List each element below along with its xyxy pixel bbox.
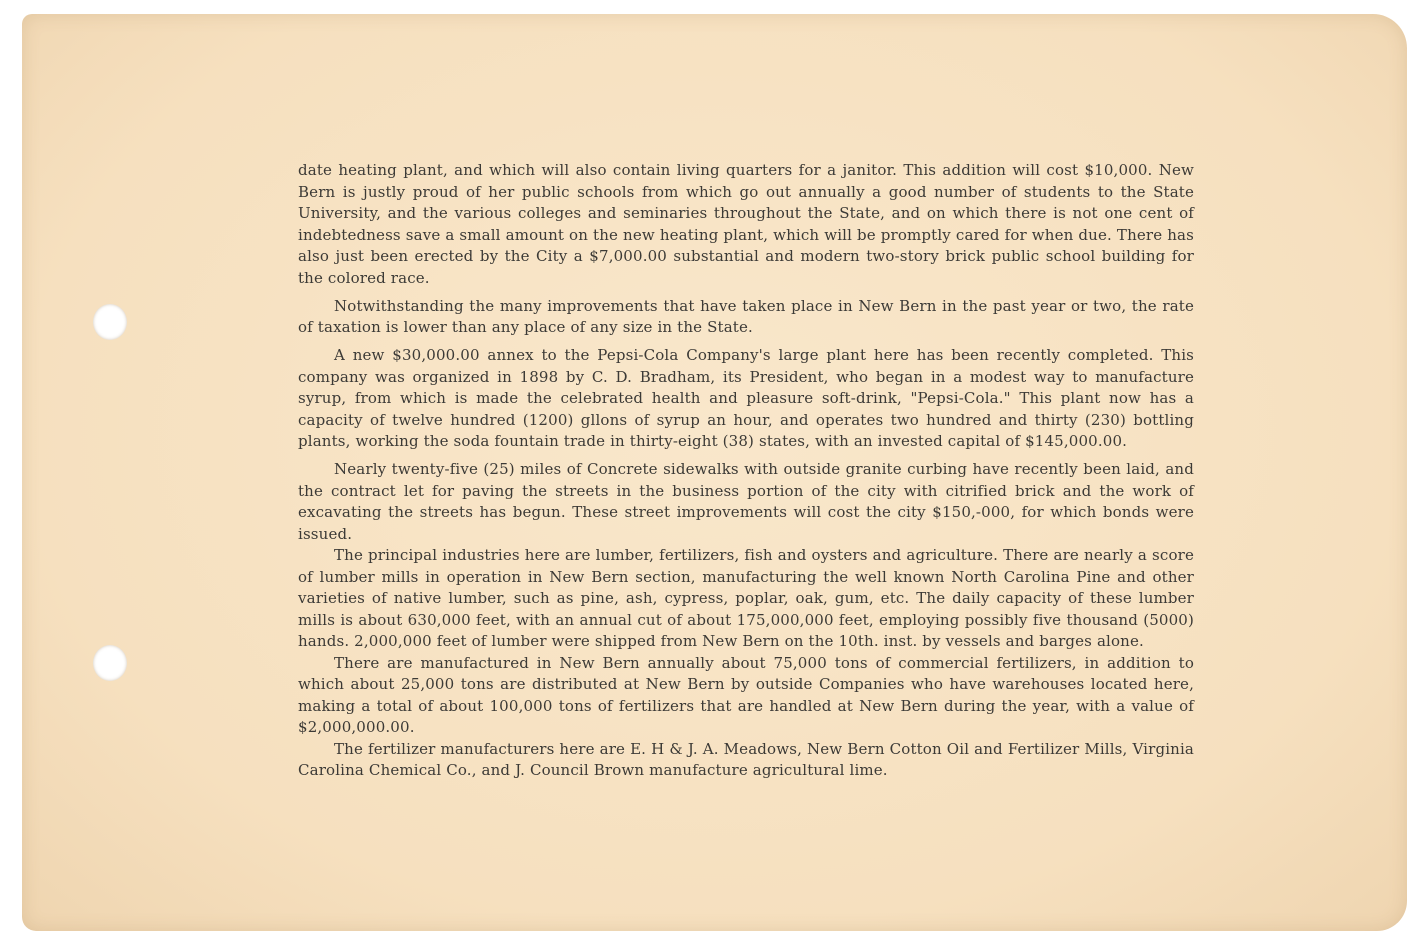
- paragraph-schools: date heating plant, and which will also contain living quarters for a janitor. This addition will cost $10,000. New Bern is justly proud of her public schools from which go out annually a good number of students to the State University, and the various colleges and seminaries throughout the State, and on which there is not one cent of indebtedness save a small amount on the new heating plant, which will be promptly cared for when due. There has also just been erected by the City a $7,000.00 substantial and modern two-story brick public school building for the colored race.: [298, 161, 1194, 287]
- paragraph-industries: The principal industries here are lumber, fertilizers, fish and oysters and agriculture. There are nearly a score of lumber mills in operation in New Bern section, manufacturing the well known North Carolina Pine and other varieties of native lumber, such as pine, ash, cypress, poplar, oak, gum, etc. The daily capacity of these lumber mills is about 630,000 feet, with an annual cut of about 175,000,000 feet, employing possibly five thousand (5000) hands. 2,000,000 feet of lumber were shipped from New Bern on the 10th. inst. by vessels and barges alone.: [298, 546, 1194, 650]
- document-body: [298, 160, 1194, 782]
- paragraph-fertilizers: There are manufactured in New Bern annually about 75,000 tons of commercial fertilizers, in addition to which about 25,000 tons are distributed at New Bern by outside Companies who have warehouses located here, making a total of about 100,000 tons of fertilizers that are handled at New Bern during the year, with a value of $2,000,000.00.: [298, 653, 1194, 736]
- paragraph-manufacturers: The fertilizer manufacturers here are E. H & J. A. Meadows, New Bern Cotton Oil and Fertilizer Mills, Virginia Carolina Chemical Co., and J. Council Brown manufacture agricultural lime.: [298, 739, 1194, 779]
- paragraph-taxation: Notwithstanding the many improvements that have taken place in New Bern in the past year or two, the rate of taxation is lower than any place of any size in the State.: [298, 296, 1194, 336]
- document-page: [22, 14, 1407, 931]
- punch-hole-bottom: [93, 645, 127, 681]
- paragraph-pepsi-cola: A new $30,000.00 annex to the Pepsi-Cola Company's large plant here has been recently completed. This company was organized in 1898 by C. D. Bradham, its President, who began in a modest way to manufacture syrup, from which is made the celebrated health and pleasure soft-drink, "Pepsi-Cola." This plant now has a capacity of twelve hundred (1200) gllons of syrup an hour, and operates two hundred and thirty (230) bottling plants, working the soda fountain trade in thirty-eight (38) states, with an invested capital of $145,000.00.: [298, 346, 1194, 450]
- punch-hole-top: [93, 304, 127, 340]
- paragraph-sidewalks: Nearly twenty-five (25) miles of Concrete sidewalks with outside granite curbing have recently been laid, and the contract let for paving the streets in the business portion of the city with citrified brick and the work of excavating the streets has begun. These street improvements will cost the city $150,-000, for which bonds were issued.: [298, 460, 1194, 543]
